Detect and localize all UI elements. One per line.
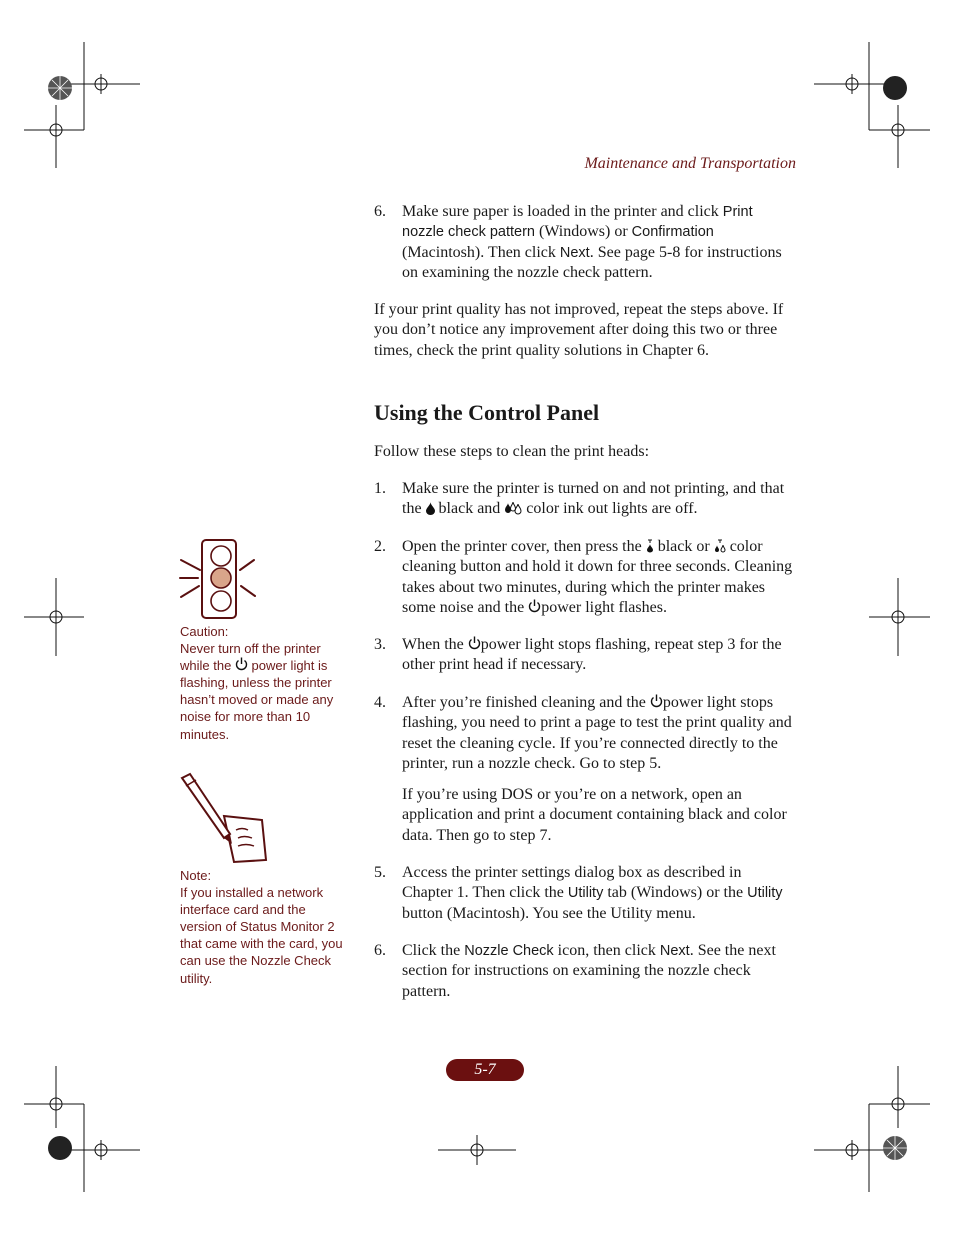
step-text: Open the printer cover, then press the black or color cleaning button and hold it down for three seconds. Cleaning takes about two minutes, during which the printer makes some noise and the power light flashes. [402,538,793,616]
step-number: 1. [374,480,386,497]
step-number: 4. [374,694,386,711]
black-ink-drop-icon [426,502,435,515]
step-number: 3. [374,636,386,653]
step-3 [374,635,798,677]
black-cleaning-button-icon [646,539,654,553]
step-text: Make sure the printer is turned on and not printing, and that the black and color ink out lights are off. [402,480,785,518]
power-icon [650,694,663,708]
caution-text: Never turn off the printer while the power light is flashing, unless the printer hasn’t moved or made any noise for more than 10 minutes. [180,641,334,742]
step-text: Make sure paper is loaded in the printer and click Print nozzle check pattern (Windows) or Confirmation (Macintosh). Then click Next. See page 5-8 for instructions on examining the nozzle check pattern. [402,203,782,281]
intro-paragraph: Follow these steps to clean the print heads: [374,443,650,460]
step-text: After you’re finished cleaning and the power light stops flashing, you need to print a page to test the print quality and reset the cleaning cycle. If you’re connected directly to the printer, run a nozzle check. Go to step 5. [402,694,792,772]
step-number: 2. [374,538,386,555]
note-block [180,867,348,987]
repeat-paragraph: If your print quality has not improved, repeat the steps above. If you don’t notice any improvement after doing this two or three times, check the print quality solutions in Chapter 6. [374,301,784,359]
caution-note [180,623,348,743]
ui-label-utility-button: Utility [747,885,783,902]
page-number: 5-7 [446,1059,524,1081]
note-label: Note: [180,868,212,883]
ui-label-confirmation: Confirmation [631,224,714,241]
step-2 [374,537,798,621]
step-text: Access the printer settings dialog box as described in Chapter 1. Then click the Utility tab (Windows) or the Utility button (Macintosh). You see the Utility menu. [402,864,783,922]
power-icon [468,636,481,650]
note-pen-icon [178,772,270,864]
step-1 [374,479,798,521]
note-text: If you installed a network interface card and the version of Status Monitor 2 that came with the card, you can use the Nozzle Check utility. [180,885,343,986]
power-icon [235,657,248,671]
step-number: 6. [374,203,386,220]
step-4 [374,693,798,853]
ui-label-next: Next [559,244,590,261]
ui-label-print-nozzle-check: Print nozzle check pattern [402,204,753,241]
step-4-followup: If you’re using DOS or you’re on a network, open an application and print a document containing black and color data. Then go to step 7. [402,786,787,844]
color-cleaning-button-icon [714,539,726,553]
step-5 [374,863,798,925]
step-number: 5. [374,864,386,881]
step-6-top [374,202,798,286]
step-6 [374,941,798,1003]
power-icon [528,599,541,613]
step-number: 6. [374,942,386,959]
step-text: Click the Nozzle Check icon, then click Next. See the next section for instructions on examining the nozzle check pattern. [402,942,776,1000]
caution-label: Caution: [180,624,229,639]
color-ink-drops-icon [504,502,522,515]
caution-traffic-light-icon [178,536,258,622]
running-head: Maintenance and Transportation [584,155,796,172]
step-text: When the power light stops flashing, repeat step 3 for the other print head if necessary. [402,636,782,674]
ui-label-utility-tab: Utility [567,885,604,902]
section-heading: Using the Control Panel [374,400,600,425]
ui-label-nozzle-check: Nozzle Check [464,943,554,959]
ui-label-next: Next [659,943,690,959]
